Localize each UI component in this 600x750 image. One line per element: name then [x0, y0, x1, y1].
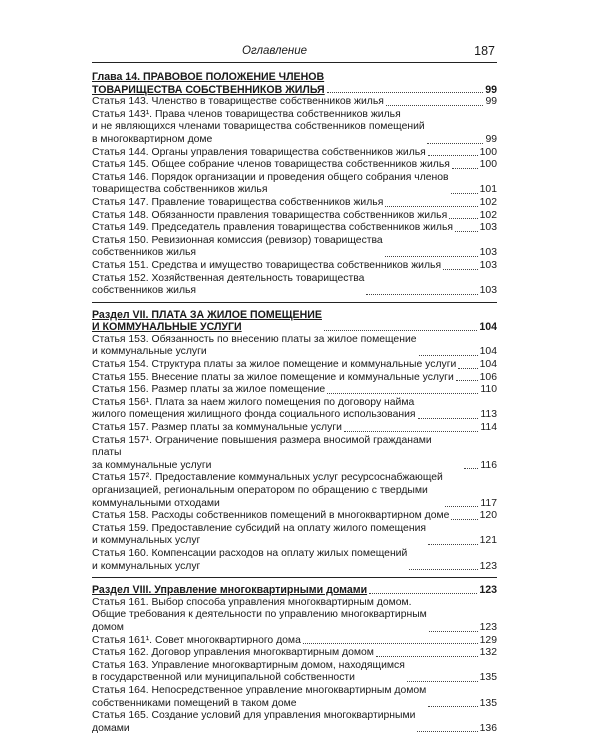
section-heading-text: Глава 14. ПРАВОВОЕ ПОЛОЖЕНИЕ ЧЛЕНОВ ТОВАРИЩЕСТВА СОБСТВЕННИКОВ ЖИЛЬЯ [92, 71, 325, 96]
toc-entry-page: 117 [480, 497, 497, 509]
dot-leader [451, 193, 478, 194]
section-heading-text: Раздел VIII. Управление многоквартирными домами [92, 584, 368, 597]
toc-entry-page: 135 [479, 672, 497, 684]
dot-leader [324, 330, 477, 331]
toc-entry-text: Статья 145. Общее собрание членов товарищества собственников жилья [92, 159, 450, 171]
dot-leader [407, 681, 478, 682]
toc-entry[interactable] [92, 172, 497, 197]
toc-entry[interactable] [92, 685, 497, 710]
toc-entry-page: 100 [479, 159, 497, 171]
toc-entry-page: 132 [479, 647, 497, 659]
toc-entry[interactable] [92, 397, 497, 422]
toc-entry[interactable] [92, 359, 497, 372]
dot-leader [456, 380, 478, 381]
toc-entry[interactable] [92, 384, 497, 397]
toc-entry-page: 110 [480, 384, 497, 396]
toc-entry-text: Статья 149. Председатель правления товарищества собственников жилья [92, 222, 453, 234]
dot-leader [386, 105, 484, 106]
toc-entry[interactable] [92, 334, 497, 359]
toc-entry[interactable] [92, 372, 497, 385]
dot-leader [344, 431, 479, 432]
section-heading[interactable] [92, 584, 497, 597]
toc-entry[interactable] [92, 523, 497, 548]
dot-leader [428, 706, 477, 707]
toc-entry-text: Статья 150. Ревизионная комиссия (ревизор) товарищества собственников жилья [92, 234, 383, 259]
running-title: Оглавление [242, 45, 307, 57]
toc-entry-text: Статья 164. Непосредственное управление многоквартирным домом собственниками помещений в таком доме [92, 684, 427, 709]
toc-entry[interactable] [92, 260, 497, 273]
section-divider [92, 577, 497, 578]
toc-entry[interactable] [92, 159, 497, 172]
toc-entry-page: 99 [485, 96, 497, 108]
dot-leader [385, 256, 478, 257]
section-heading-page: 99 [485, 83, 497, 96]
table-of-contents [92, 71, 497, 735]
dot-leader [429, 631, 478, 632]
toc-entry[interactable] [92, 422, 497, 435]
toc-entry-text: Статья 143¹. Права членов товарищества собственников жилья и не являющихся членами товарищества собственников помещений в многоквартирном доме [92, 108, 425, 145]
toc-entry-text: Статья 152. Хозяйственная деятельность товарищества собственников жилья [92, 272, 365, 297]
toc-entry-text: Статья 163. Управление многоквартирным домом, находящимся в государственной или муниципальной собственности [92, 659, 405, 684]
dot-leader [418, 418, 479, 419]
toc-entry-text: Статья 165. Создание условий для управления многоквартирными домами [92, 710, 416, 734]
toc-entry-text: Статья 144. Органы управления товарищества собственников жилья [92, 146, 426, 158]
dot-leader [451, 519, 477, 520]
dot-leader [327, 92, 484, 93]
toc-entry[interactable] [92, 472, 497, 510]
toc-entry-text: Статья 156¹. Плата за наем жилого помещения по договору найма жилого помещения жилищного фонда социального использования [92, 396, 416, 421]
toc-entry[interactable] [92, 222, 497, 235]
toc-entry-text: Статья 157². Предоставление коммунальных услуг ресурсоснабжающей организацией, региональным оператором по обращению с твердыми коммунальными отходами [92, 472, 443, 509]
toc-entry-text: Статья 159. Предоставление субсидий на оплату жилого помещения и коммунальных услуг [92, 522, 427, 547]
toc-entry-text: Статья 158. Расходы собственников помещений в многоквартирном доме [92, 510, 450, 522]
toc-entry[interactable] [92, 597, 497, 635]
toc-entry-text: Статья 151. Средства и имущество товарищества собственников жилья [92, 259, 442, 271]
toc-entry-text: Статья 157¹. Ограничение повышения размера вносимой гражданами платы за коммунальные услуги [92, 434, 432, 471]
toc-entry[interactable] [92, 210, 497, 223]
toc-entry-page: 135 [479, 697, 497, 709]
toc-entry-page: 103 [479, 285, 497, 297]
toc-entry-text: Статья 146. Порядок организации и проведения общего собрания членов товарищества собственников жилья [92, 171, 449, 196]
dot-leader [417, 731, 477, 732]
toc-entry[interactable] [92, 197, 497, 210]
toc-entry[interactable] [92, 710, 497, 735]
toc-entry-page: 113 [480, 409, 497, 421]
toc-entry-text: Статья 157. Размер платы за коммунальные услуги [92, 422, 342, 434]
dot-leader [303, 643, 478, 644]
toc-entry-text: Статья 154. Структура платы за жилое помещение и коммунальные услуги [92, 359, 457, 371]
toc-page [92, 44, 497, 735]
section-heading-page: 104 [479, 321, 497, 334]
toc-entry[interactable] [92, 147, 497, 160]
dot-leader [443, 269, 478, 270]
toc-entry-page: 102 [479, 196, 497, 208]
toc-entry-page: 103 [479, 247, 497, 259]
toc-entry-page: 106 [479, 371, 497, 383]
dot-leader [369, 593, 477, 594]
toc-entry[interactable] [92, 235, 497, 260]
toc-entry[interactable] [92, 96, 497, 109]
toc-entry-page: 116 [480, 459, 497, 471]
section-heading-page: 123 [479, 584, 497, 597]
page-number: 187 [474, 44, 495, 58]
toc-entry-page: 120 [479, 510, 497, 522]
dot-leader [385, 206, 477, 207]
dot-leader [445, 506, 479, 507]
dot-leader [376, 656, 478, 657]
dot-leader [452, 168, 478, 169]
toc-entry[interactable] [92, 510, 497, 523]
toc-entry-page: 121 [479, 535, 497, 547]
dot-leader [449, 218, 477, 219]
toc-entry[interactable] [92, 647, 497, 660]
toc-entry-page: 104 [479, 359, 497, 371]
toc-entry[interactable] [92, 660, 497, 685]
toc-entry-text: Статья 161¹. Совет многоквартирного дома [92, 634, 301, 646]
toc-entry-text: Статья 148. Обязанности правления товарищества собственников жилья [92, 209, 448, 221]
section-divider [92, 302, 497, 303]
toc-entry-page: 102 [479, 209, 497, 221]
dot-leader [366, 294, 477, 295]
toc-entry[interactable] [92, 273, 497, 298]
toc-entry-page: 129 [479, 634, 497, 646]
dot-leader [428, 155, 478, 156]
toc-entry-text: Статья 156. Размер платы за жилое помещение [92, 384, 326, 396]
dot-leader [409, 569, 477, 570]
dot-leader [427, 143, 484, 144]
toc-entry[interactable] [92, 109, 497, 147]
toc-entry[interactable] [92, 435, 497, 473]
dot-leader [455, 231, 478, 232]
toc-entry-text: Статья 161. Выбор способа управления многоквартирным домом. Общие требования к деятельности по управлению многоквартирным домом [92, 596, 427, 633]
toc-entry-text: Статья 143. Членство в товариществе собственников жилья [92, 96, 384, 108]
toc-entry[interactable] [92, 635, 497, 648]
toc-entry-page: 114 [480, 422, 497, 434]
section-heading-text: Раздел VII. ПЛАТА ЗА ЖИЛОЕ ПОМЕЩЕНИЕ И КОММУНАЛЬНЫЕ УСЛУГИ [92, 308, 322, 334]
toc-entry-page: 123 [479, 621, 497, 633]
toc-entry-text: Статья 162. Договор управления многоквартирным домом [92, 647, 374, 659]
toc-entry-page: 104 [479, 346, 497, 358]
toc-entry-page: 99 [485, 133, 497, 145]
dot-leader [327, 393, 478, 394]
toc-entry-page: 103 [479, 222, 497, 234]
toc-entry[interactable] [92, 548, 497, 573]
toc-entry-page: 101 [479, 184, 497, 196]
toc-entry-page: 123 [479, 560, 497, 572]
section-heading[interactable] [92, 309, 497, 334]
dot-leader [428, 544, 478, 545]
section-heading[interactable] [92, 71, 497, 96]
toc-entry-page: 103 [479, 259, 497, 271]
toc-entry-text: Статья 153. Обязанность по внесению платы за жилое помещение и коммунальные услуги [92, 333, 417, 358]
toc-entry-text: Статья 155. Внесение платы за жилое помещение и коммунальные услуги [92, 371, 454, 383]
running-head [92, 44, 497, 63]
toc-entry-text: Статья 147. Правление товарищества собственников жилья [92, 196, 384, 208]
toc-entry-page: 100 [479, 146, 497, 158]
dot-leader [458, 368, 477, 369]
dot-leader [464, 468, 478, 469]
toc-entry-page: 136 [479, 722, 497, 734]
toc-entry-text: Статья 160. Компенсации расходов на оплату жилых помещений и коммунальных услуг [92, 547, 408, 572]
dot-leader [419, 355, 478, 356]
